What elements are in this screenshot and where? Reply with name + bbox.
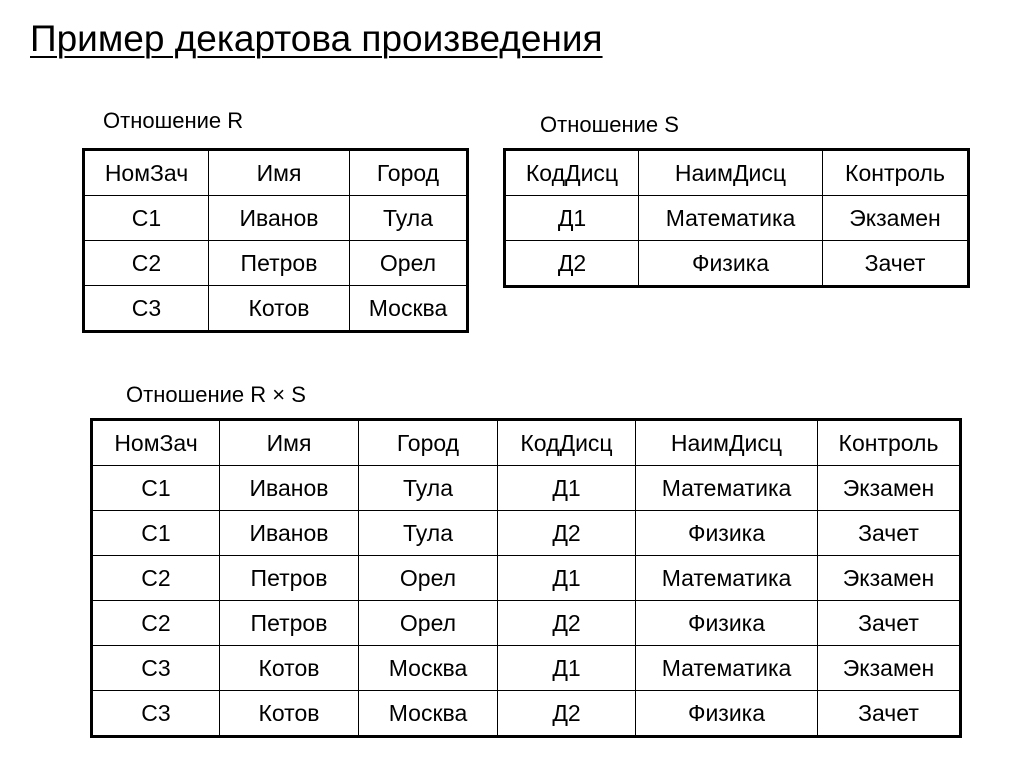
table-cell: Физика (639, 241, 823, 287)
header-row (505, 150, 969, 196)
table-cell: Тула (359, 466, 498, 511)
table-cell: С3 (84, 286, 209, 332)
table-cell: С2 (84, 241, 209, 286)
table-cell: Иванов (220, 466, 359, 511)
table-cell: Иванов (220, 511, 359, 556)
column-header: НомЗач (92, 420, 220, 466)
table-cell: Петров (220, 601, 359, 646)
table-cell: Орел (359, 556, 498, 601)
table-row (92, 691, 961, 737)
table-row (92, 466, 961, 511)
table-cell: Петров (220, 556, 359, 601)
table-cell: С2 (92, 601, 220, 646)
table-cell: Орел (359, 601, 498, 646)
table-cell: Иванов (209, 196, 350, 241)
relation-r-label: Отношение R (103, 108, 244, 133)
table-cell: Котов (220, 646, 359, 691)
relation-rs-table (90, 418, 962, 738)
table-cell: Математика (636, 646, 818, 691)
table-cell: Физика (636, 691, 818, 737)
table-cell: Экзамен (818, 466, 961, 511)
column-header: Контроль (823, 150, 969, 196)
column-header: КодДисц (498, 420, 636, 466)
relation-s-table (503, 148, 970, 288)
relation-s-label: Отношение S (540, 112, 679, 137)
table-cell: Математика (636, 556, 818, 601)
table-cell: Математика (639, 196, 823, 241)
column-header: КодДисц (505, 150, 639, 196)
table-cell: Зачет (818, 511, 961, 556)
table-cell: Тула (350, 196, 468, 241)
table-cell: Зачет (818, 601, 961, 646)
table-cell: Котов (220, 691, 359, 737)
table-cell: Д1 (498, 646, 636, 691)
table-cell: Экзамен (818, 556, 961, 601)
column-header: НомЗач (84, 150, 209, 196)
table-cell: Д1 (498, 466, 636, 511)
table-cell: Д2 (498, 691, 636, 737)
table-cell: С1 (84, 196, 209, 241)
table-cell: Математика (636, 466, 818, 511)
column-header: Контроль (818, 420, 961, 466)
table-cell: С2 (92, 556, 220, 601)
column-header: Город (350, 150, 468, 196)
table-cell: Зачет (818, 691, 961, 737)
table-cell: Д2 (505, 241, 639, 287)
table-cell: С1 (92, 466, 220, 511)
table-cell: Д1 (498, 556, 636, 601)
table-cell: Д2 (498, 511, 636, 556)
relation-r-table (82, 148, 469, 333)
table-row (92, 646, 961, 691)
table-cell: Москва (359, 646, 498, 691)
table-cell: Экзамен (823, 196, 969, 241)
table-cell: Петров (209, 241, 350, 286)
table-cell: Тула (359, 511, 498, 556)
table-cell: С3 (92, 691, 220, 737)
slide-title: Пример декартова произведения (30, 18, 603, 59)
table-cell: Орел (350, 241, 468, 286)
relation-rs-label: Отношение R × S (126, 382, 306, 407)
table-row (505, 196, 969, 241)
header-row (84, 150, 468, 196)
table-cell: Котов (209, 286, 350, 332)
column-header: Город (359, 420, 498, 466)
table-row (92, 511, 961, 556)
table-cell: С3 (92, 646, 220, 691)
table-cell: Физика (636, 601, 818, 646)
table-cell: Москва (350, 286, 468, 332)
table-cell: С1 (92, 511, 220, 556)
table-row (84, 196, 468, 241)
table-cell: Д1 (505, 196, 639, 241)
table-row (92, 556, 961, 601)
header-row (92, 420, 961, 466)
table-cell: Физика (636, 511, 818, 556)
table-row (92, 601, 961, 646)
column-header: НаимДисц (639, 150, 823, 196)
table-row (84, 241, 468, 286)
table-cell: Д2 (498, 601, 636, 646)
table-row (84, 286, 468, 332)
column-header: НаимДисц (636, 420, 818, 466)
column-header: Имя (209, 150, 350, 196)
column-header: Имя (220, 420, 359, 466)
table-cell: Экзамен (818, 646, 961, 691)
table-row (505, 241, 969, 287)
table-cell: Зачет (823, 241, 969, 287)
table-cell: Москва (359, 691, 498, 737)
